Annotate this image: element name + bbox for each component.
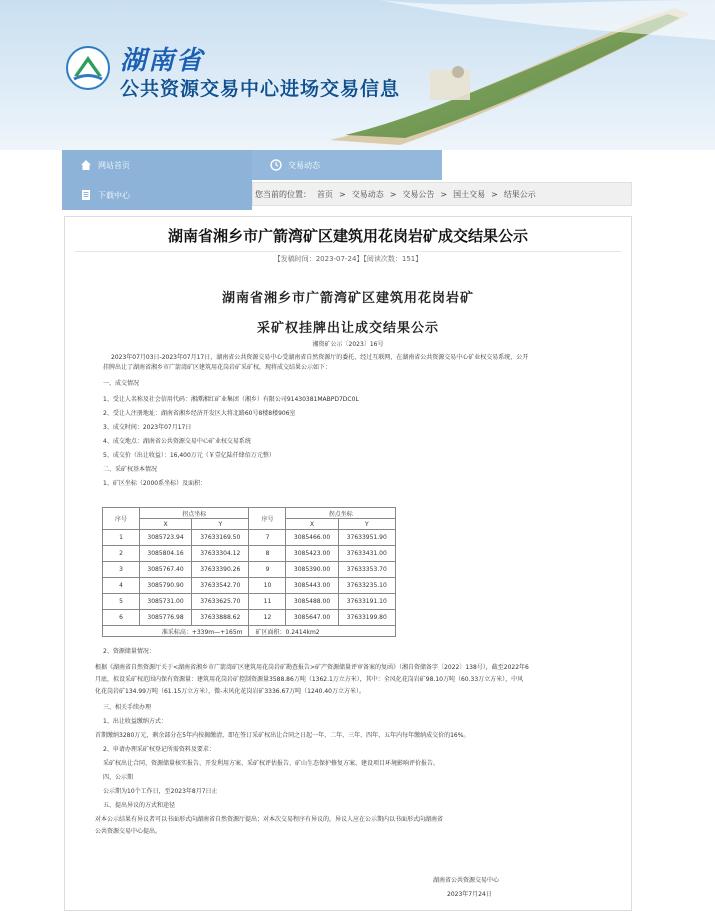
table-cell: 37633353.70 [338,562,395,578]
table-cell: 3085488.00 [286,594,338,610]
table-cell: 6 [103,610,140,626]
breadcrumb-item-notice[interactable]: 交易公告 [402,189,435,199]
section-2-item-2: 2、资源储量情况： [103,648,155,655]
breadcrumb-item-land[interactable]: 国土交易 [453,189,486,199]
section-3-heading: 三、相关手续办理 [103,704,152,711]
table-cell: 5 [103,594,140,610]
table-cell: 37633542.70 [192,578,249,594]
table-row [103,578,396,594]
table-footer-area: 矿区面积：0.2414km2 [249,626,396,637]
table-cell: 8 [249,546,286,562]
table-cell: 3085466.00 [286,530,338,546]
coordinates-table [102,507,396,637]
required-documents: 采矿权出让合同、资源储量核实报告、开发利用方案、采矿权评估报告、矿山生态保护修复方案、建设项目环境影响评价报告。 [103,760,440,767]
table-cell: 3085731.00 [140,594,192,610]
table-cell: 3085390.00 [286,562,338,578]
site-subtitle: 公共资源交易中心进场交易信息 [120,78,401,100]
site-title: 湖南省 [120,46,205,76]
section-3-item-1: 1、出让收益缴纳方式： [103,718,167,725]
section-4-heading: 四、公示期 [103,774,134,781]
table-cell: 37633191.10 [338,594,395,610]
table-cell: 2 [103,546,140,562]
table-cell: 11 [249,594,286,610]
table-row [103,546,396,562]
th-seq: 序号 [249,508,286,530]
th-x: X [286,519,338,530]
breadcrumb-sep: > [339,189,346,199]
table-cell: 37633199.80 [338,610,395,626]
table-cell: 37633235.10 [338,578,395,594]
nav-news-label: 交易动态 [288,160,320,170]
table-cell: 3085790.90 [140,578,192,594]
payment-detail: 首期缴纳3280万元，剩余部分在5年内按揭缴清，即在签订采矿权出让合同之日起一年、二年、三年、四年、五年内每年缴纳成交价的16%。 [95,732,470,739]
table-cell: 3085423.00 [286,546,338,562]
article-meta: 【发稿时间：2023-07-24】【阅读次数：151】 [273,255,423,263]
nav-news[interactable] [252,150,442,180]
section-1-item-4: 4、成交地点：湖南省公共资源交易中心矿业权交易系统 [103,438,251,445]
table-cell: 3085647.00 [286,610,338,626]
header-banner [0,0,715,150]
table-cell: 9 [249,562,286,578]
table-cell: 3085723.94 [140,530,192,546]
nav-home[interactable] [62,150,252,180]
table-row [103,562,396,578]
objection-line-2: 公共资源交易中心提出。 [95,828,162,835]
section-1-item-5: 5、成交价（出让收益）：16,400万元（￥壹亿陆仟肆佰万元整） [103,452,275,459]
nav-download[interactable] [62,180,252,210]
table-cell: 7 [249,530,286,546]
breadcrumb-item-result[interactable]: 结果公示 [503,189,536,199]
table-footer-elevation: 准采标高：+339m—+165m [103,626,249,637]
section-1-heading: 一、成交情况 [103,380,140,387]
table-cell: 37633304.12 [192,546,249,562]
section-1-item-2: 2、受让人注册地址：湖南省湘乡经济开发区大将北路60号8楼8楼906室 [103,410,296,417]
doc-number: 湘资矿公示〔2023〕16号 [312,341,384,348]
home-icon [80,159,92,171]
breadcrumb-sep: > [389,189,397,199]
document-icon [80,189,92,201]
article-panel [64,216,632,911]
signature-org: 湖南省公共资源交易中心 [433,877,500,884]
table-row [103,530,396,546]
objection-line-1: 对本公示结果有异议者可以书面形式向湖南省自然资源厅提出；对本次交易程序有异议的，异议人应在公示期内以书面形式向湖南省 [95,816,444,823]
th-y: Y [338,519,395,530]
section-2-item-1: 1、矿区坐标（2000系坐标）及面积： [103,480,207,487]
table-cell: 3 [103,562,140,578]
clock-icon [270,159,282,171]
table-cell: 3085776.98 [140,610,192,626]
th-x: X [140,519,192,530]
section-2-heading: 二、采矿权基本情况 [103,466,158,473]
breadcrumb-sep: > [440,189,448,199]
table-cell: 12 [249,610,286,626]
table-cell: 37633625.70 [192,594,249,610]
breadcrumb-item-news[interactable]: 交易动态 [351,189,384,199]
article-title: 湖南省湘乡市广箭湾矿区建筑用花岗岩矿成交结果公示 [167,227,528,245]
nav-download-label: 下载中心 [98,190,130,200]
publicity-period: 公示期为10个工作日，至2023年8月7日止 [103,788,218,795]
title-divider [75,251,621,252]
table-row [103,594,396,610]
breadcrumb-label: 您当前的位置： [255,189,311,199]
table-cell: 4 [103,578,140,594]
section-1-item-3: 3、成交时间：2023年07月17日 [103,424,192,431]
table-cell: 3085804.16 [140,546,192,562]
reserve-line-3: 化花岗岩矿134.99万吨（61.15万立方米），微-未风化花岗岩矿3336.67万吨（1240.40万立方米）。 [95,688,365,695]
signature-date: 2023年7月24日 [447,891,492,898]
intro-line-2: 挂牌出让了湖南省湘乡市广箭湾矿区建筑用花岗岩矿采矿权，现将成交结果公示如下： [103,364,332,371]
nav-home-label: 网站首页 [98,160,130,170]
th-y: Y [192,519,249,530]
doc-subtitle-1: 湖南省湘乡市广箭湾矿区建筑用花岗岩矿 [221,291,474,306]
table-cell: 1 [103,530,140,546]
table-cell: 37633951.90 [338,530,395,546]
breadcrumb-sep: > [491,189,498,199]
reserve-line-2: 月底，拟设采矿权范围内保有资源量：建筑用花岗岩矿控制资源量3588.86万吨（1362.1万立方米），其中：全风化花岗岩矿98.10万吨（60.33万立方米），中风 [95,676,524,683]
table-row [103,610,396,626]
table-cell: 3085443.00 [286,578,338,594]
table-cell: 3085767.40 [140,562,192,578]
th-coord: 拐点坐标 [286,508,396,519]
table-cell: 10 [249,578,286,594]
breadcrumb-item-home[interactable]: 首页 [317,189,333,199]
doc-subtitle-2: 采矿权挂牌出让成交结果公示 [256,321,439,336]
logo-icon [66,46,110,90]
intro-line-1: 2023年07月03日-2023年07月17日，湖南省公共资源交易中心受湖南省自然资源厅的委托，经过互联网，在湖南省公共资源交易中心矿业权交易系统，公开 [111,354,529,361]
table-cell: 37633888.62 [192,610,249,626]
section-1-item-1: 1、受让人名称及社会信用代码：湘潭湘红矿业集团（湘乡）有限公司91430381MABPD7DC0L [103,396,359,403]
breadcrumb [252,182,632,206]
reserve-line-1: 根据《湖南省自然资源厅关于<湖南省湘乡市广箭湾矿区建筑用花岗岩矿勘查报告>矿产资源储量评审备案的复函》（湘自资储备字〔2022〕138号），截至2022年6 [95,664,529,671]
th-coord: 拐点坐标 [140,508,249,519]
table-cell: 37633169.50 [192,530,249,546]
th-seq: 序号 [103,508,140,530]
table-cell: 37633390.26 [192,562,249,578]
table-cell: 37633431.00 [338,546,395,562]
section-3-item-2: 2、申请办理采矿权登记所需资料及要求： [103,746,215,753]
section-5-heading: 五、提出异议的方式和途径 [103,802,176,809]
